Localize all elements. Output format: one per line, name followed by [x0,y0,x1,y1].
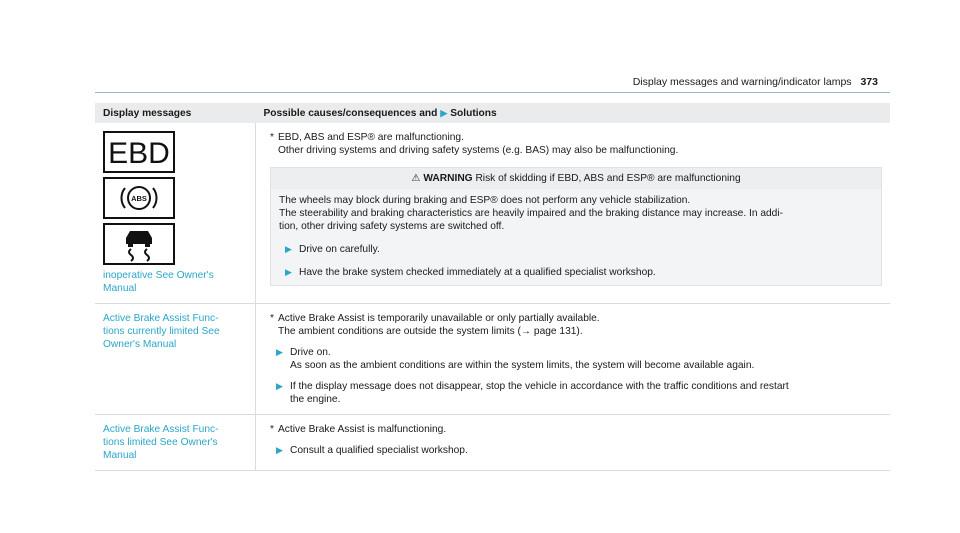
solution-text: As soon as the ambient conditions are within the system limits, the system will become available again. [290,360,755,371]
display-messages-table [95,103,890,471]
header-solutions: Solutions [450,107,497,119]
solution-step [270,444,882,457]
solution-step [279,266,873,279]
warning-text: The wheels may block during braking and ESP® does not perform any vehicle stabilization. [279,195,691,206]
ebd-icon [103,131,175,173]
solution-text: Drive on carefully. [299,244,380,255]
warning-triangle-icon: ⚠ [411,173,421,184]
play-icon: ▶ [285,244,292,254]
message-line: tions currently limited See [103,326,220,337]
message-cell [95,415,256,471]
running-head-title: Display messages and warning/indicator lamps [632,76,852,88]
cause-detail: The ambient conditions are outside the system limits (→ page 131). [278,326,583,337]
message-line: Active Brake Assist Func- [103,424,219,435]
page-number: 373 [860,76,878,88]
abs-icon-text: ABS [131,194,147,203]
play-icon: ▶ [276,445,283,455]
table-row [95,415,890,471]
header-rule [95,92,890,93]
solution-step [279,243,873,256]
play-icon: ▶ [276,381,283,391]
warning-header [271,168,881,189]
play-icon: ▶ [276,347,283,357]
message-line: Manual [103,283,137,294]
play-icon: ▶ [440,107,448,118]
asterisk: * [270,132,274,143]
cause-text: Active Brake Assist is malfunctioning. [278,424,447,435]
header-display-messages: Display messages [95,103,256,123]
message-line: Active Brake Assist Func- [103,313,219,324]
message-line: inoperative See Owner's [103,270,214,281]
solution-step [270,346,882,372]
cause-cell [256,304,891,415]
solution-text: Have the brake system checked immediately at a qualified specialist workshop. [299,267,656,278]
warning-text: tion, other driving safety systems are switched off. [279,221,505,232]
abs-icon [103,177,175,219]
warning-text: The steerability and braking characteristics are heavily impaired and the braking distance may increase. In addi- [279,208,783,219]
skid-car-icon [103,223,175,265]
warning-box [270,167,882,286]
cause-text: EBD, ABS and ESP® are malfunctioning. [278,132,464,143]
cause-text: Active Brake Assist is temporarily unavailable or only partially available. [278,313,600,324]
solution-text: If the display message does not disappear, stop the vehicle in accordance with the traffic conditions and restart [290,381,789,392]
warning-title: Risk of skidding if EBD, ABS and ESP® are malfunctioning [475,173,741,184]
asterisk: * [270,313,274,324]
play-icon: ▶ [285,267,292,277]
header-causes-solutions [256,103,891,123]
asterisk: * [270,424,274,435]
cause-cell [256,415,891,471]
ebd-icon-text: EBD [108,137,170,170]
solution-text: the engine. [290,394,341,405]
solution-step [270,380,882,406]
running-head [633,76,878,88]
header-causes: Possible causes/consequences and [263,107,438,119]
table-row [95,304,890,415]
table-row [95,123,890,304]
warning-label: WARNING [423,173,473,184]
solution-text: Consult a qualified specialist workshop. [290,445,468,456]
cause-detail: Other driving systems and driving safety systems (e.g. BAS) may also be malfunctioning. [278,145,679,156]
cause-cell [256,123,891,304]
message-text [103,269,247,295]
solution-text: Drive on. [290,347,331,358]
message-line: Manual [103,450,137,461]
warning-body [271,189,881,285]
message-line: Owner's Manual [103,339,177,350]
message-cell [95,123,256,304]
table-header-row [95,103,890,123]
message-line: tions limited See Owner's [103,437,218,448]
message-cell [95,304,256,415]
